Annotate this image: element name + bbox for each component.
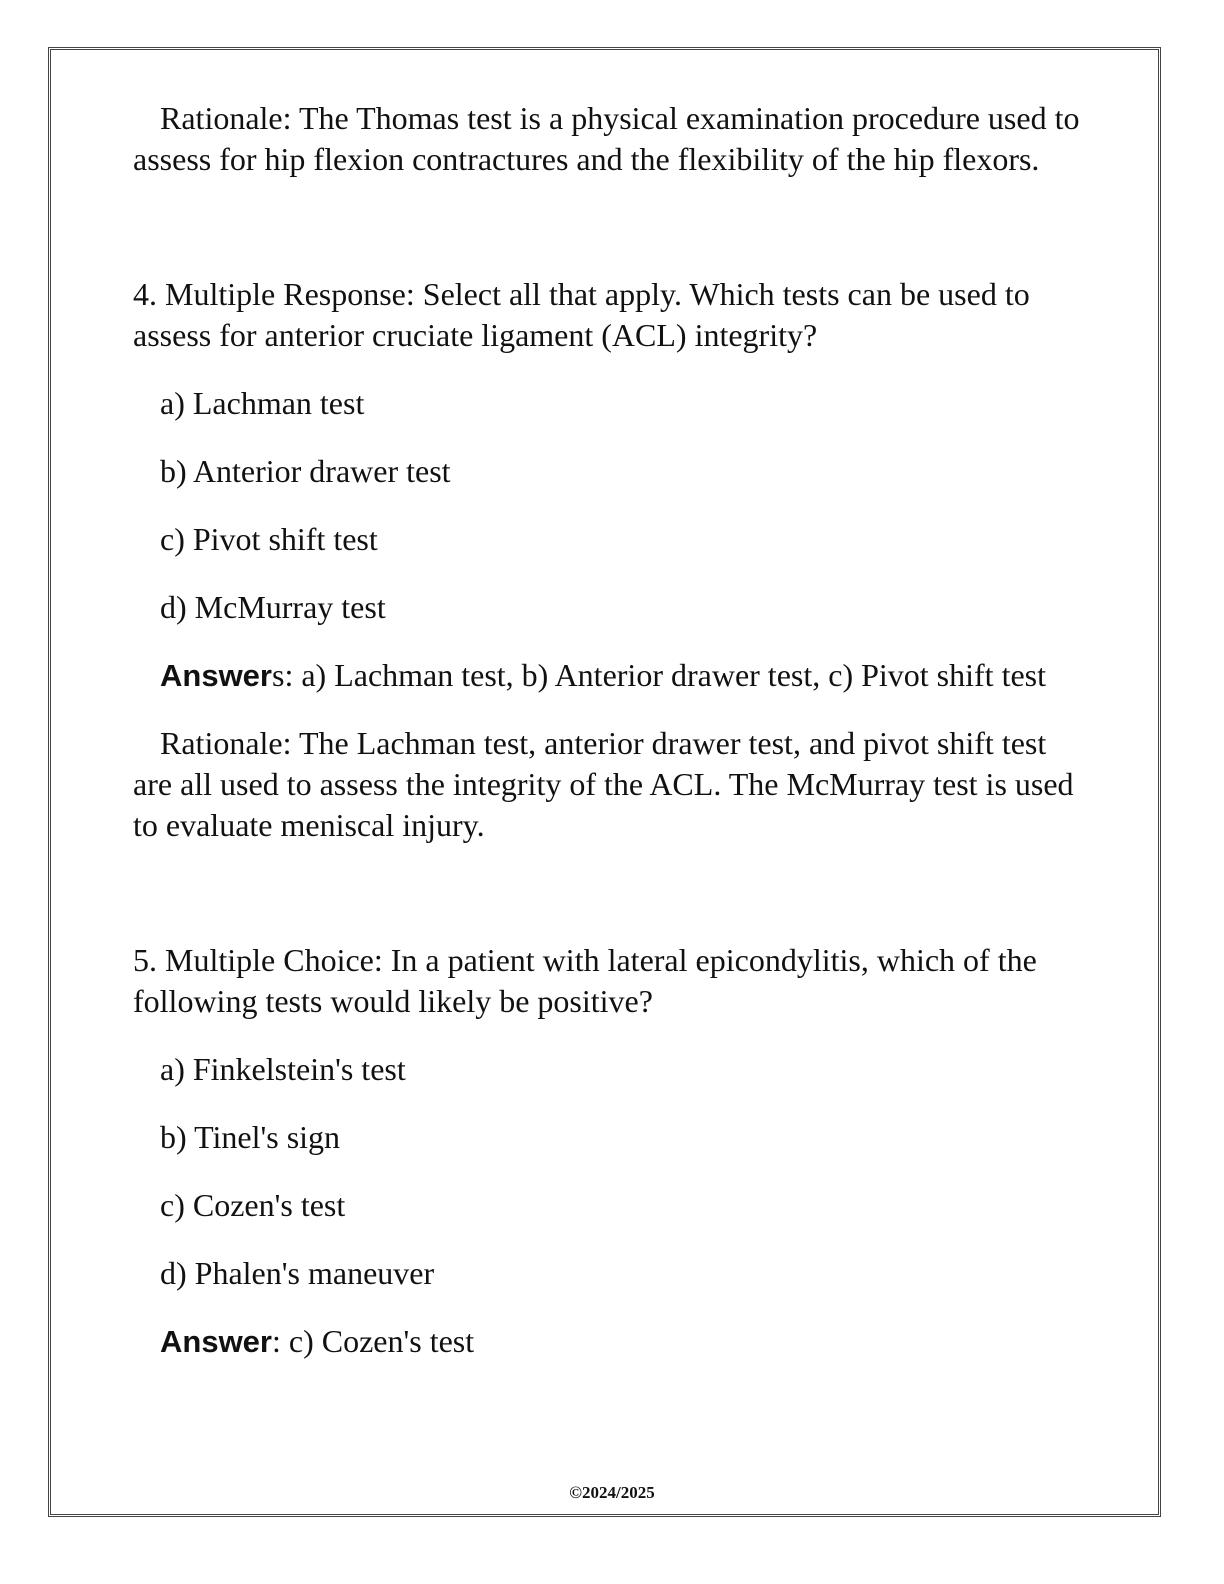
copyright-footer: ©2024/2025 bbox=[569, 1483, 655, 1502]
q4-option-d: d) McMurray test bbox=[160, 589, 386, 625]
question-4: 4. Multiple Response: Select all that apply. Which tests can be used to assess for anterior cruciate ligament (ACL) integrity? bbox=[133, 276, 1030, 353]
q5-option-d: d) Phalen's maneuver bbox=[160, 1255, 435, 1291]
q4-option-b: b) Anterior drawer test bbox=[160, 453, 451, 489]
spacer bbox=[133, 180, 1093, 274]
answer-label: Answer bbox=[160, 1324, 272, 1359]
spacer bbox=[133, 846, 1093, 940]
answer-text: : c) Cozen's test bbox=[271, 1323, 475, 1359]
answer-label: Answer bbox=[160, 658, 272, 693]
q4-option-c: c) Pivot shift test bbox=[160, 521, 378, 557]
q4-option-a: a) Lachman test bbox=[160, 385, 365, 421]
q5-option-c: c) Cozen's test bbox=[160, 1187, 346, 1223]
rationale-q4: Rationale: The Lachman test, anterior drawer test, and pivot shift test are all used to assess the integrity of the ACL. The McMurray test is used to evaluate meniscal injury. bbox=[133, 725, 1074, 843]
q5-option-b: b) Tinel's sign bbox=[160, 1119, 341, 1155]
document-body bbox=[133, 98, 1093, 1362]
answer-text: s: a) Lachman test, b) Anterior drawer test, c) Pivot shift test bbox=[271, 657, 1046, 693]
q5-answer bbox=[133, 1321, 1093, 1362]
rationale-q3: Rationale: The Thomas test is a physical examination procedure used to assess for hip flexion contractures and the flexibility of the hip flexors. bbox=[133, 100, 1080, 177]
question-5: 5. Multiple Choice: In a patient with lateral epicondylitis, which of the following tests would likely be positive? bbox=[133, 942, 1037, 1019]
q5-option-a: a) Finkelstein's test bbox=[160, 1051, 406, 1087]
q4-answer bbox=[133, 655, 1093, 696]
